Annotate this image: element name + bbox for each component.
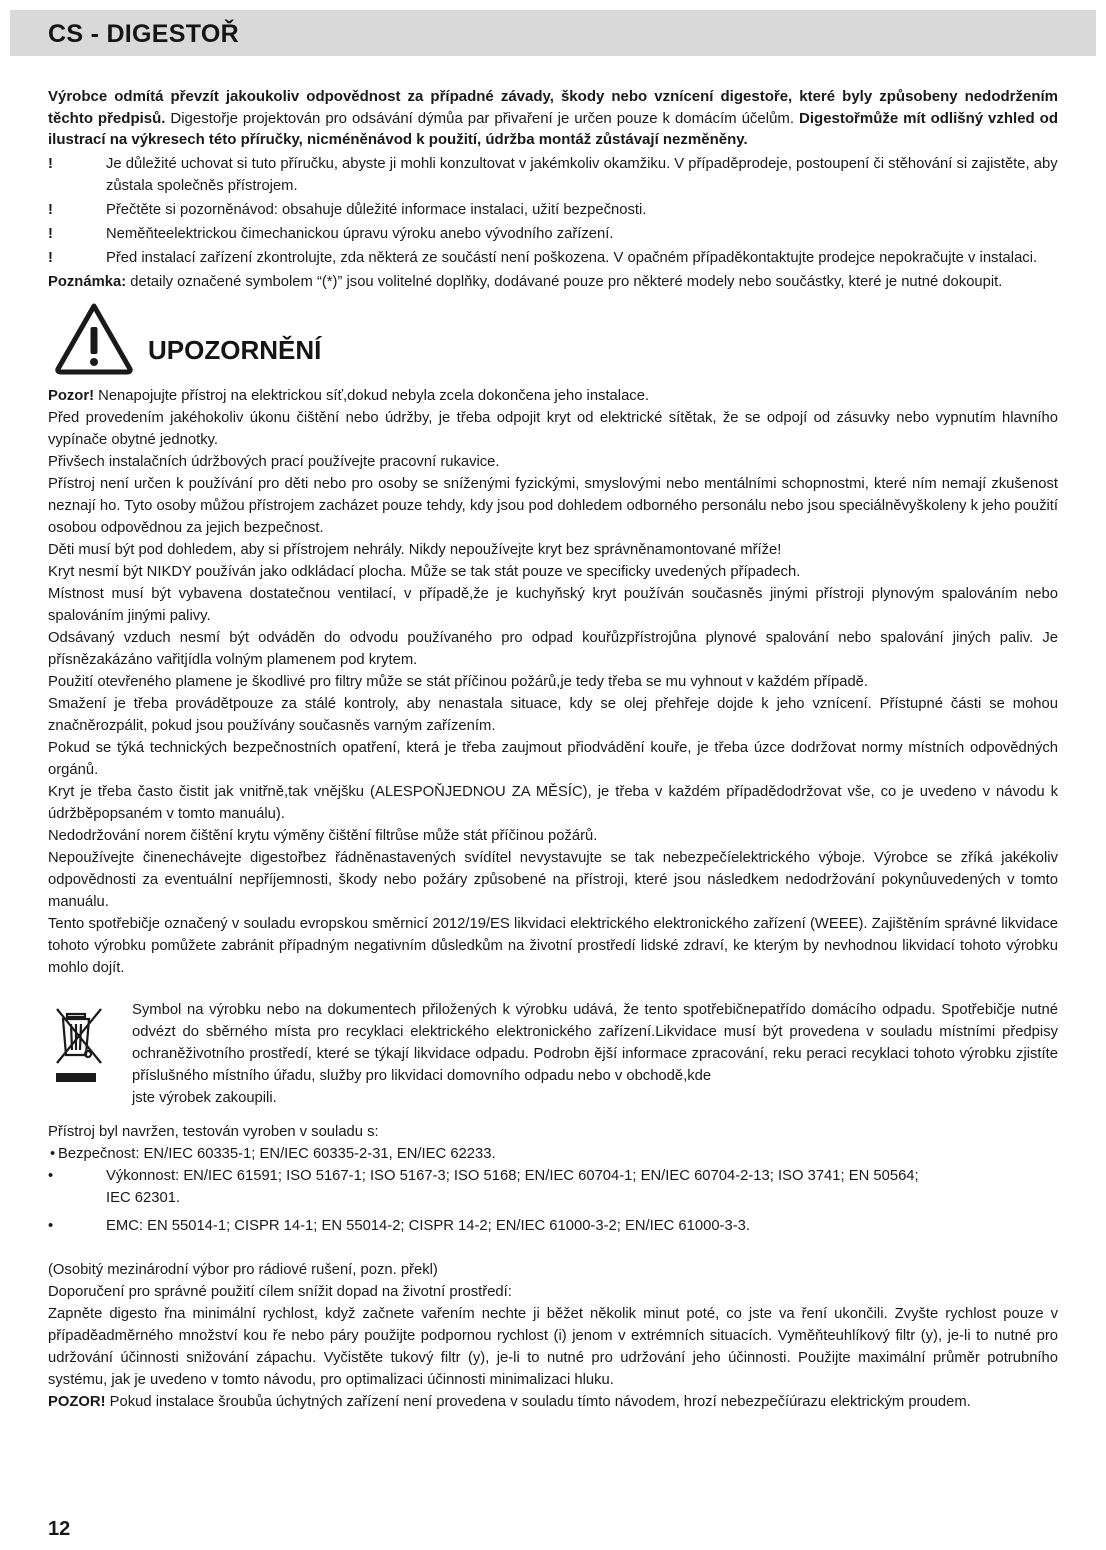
intro-normal: Digestořje projektován pro odsávání dýmůa par přivaření je určen pouze k domácím účelům. <box>165 109 795 127</box>
weee-crossed-bin-icon <box>54 1005 106 1085</box>
warning-pozor <box>48 385 1058 407</box>
warning-paragraph: Smažení je třeba provádětpouze za stálé kontroly, aby nenastala situace, kdy se olej přehřeje dojde k jeho vznícení. Přístupné části se mohou značněrozpálit, pokud jsou používány současněs varným zařízením. <box>48 695 1058 734</box>
pozor-text: Pokud instalace šroubůa úchytných zařízení není provedena v souladu tímto návodem, hrozí nebezpečíúrazu elektrickým proudem. <box>105 1393 971 1410</box>
weee-text-tail: jste výrobek zakoupili. <box>132 1089 277 1106</box>
exclamation-icon: ! <box>48 155 53 172</box>
warning-paragraph: Tento spotřebičje označený v souladu evropskou směrnicí 2012/19/ES likvidaci elektrického elektronického zařízení (WEEE). Zajištěním správné likvidace tohoto výrobku pomůžete zabránit případným negativním důsledkům na životní prostředí lidské zdraví, ke kterým by nevhodnou likvidací tohoto výrobku mohlo dojít. <box>48 915 1058 976</box>
compliance-item <box>48 1165 1058 1209</box>
note-label: Poznámka: <box>48 273 127 290</box>
env-pozor <box>48 1391 1058 1413</box>
compliance-text: EMC: EN 55014-1; CISPR 14-1; EN 55014-2; CISPR 14-2; EN/IEC 61000-3-2; EN/IEC 61000-3-3. <box>106 1217 750 1234</box>
note-item <box>48 247 1058 269</box>
warning-paragraph: Kryt nesmí být NIKDY používán jako odkládací plocha. Může se tak stát pouze ve specificky uvedených případech. <box>48 563 801 580</box>
warning-triangle-icon <box>54 301 134 375</box>
bullet-icon: • <box>48 1217 54 1234</box>
warning-paragraph: Přivšech instalačních údržbových prací používejte pracovní rukavice. <box>48 453 500 470</box>
warning-paragraph: Nedodržování norem čištění krytu výměny čištění filtrůse může stát příčinou požárů. <box>48 827 598 844</box>
compliance-intro: Přístroj byl navržen, testován vyroben v souladu s: <box>48 1123 379 1140</box>
intro-bold-1: Výrobce odmítá převzít jakoukoliv odpovědnost za případné závady, škody nebo vznícení digestoře, které byly způsobeny nedodržením těchto předpisů. <box>48 88 1058 127</box>
env-paragraph: Zapněte digesto řna minimální rychlost, když začnete vařením nechte ji běžet několik minut poté, co jste va ření ukončili. Zvyšte rychlost pouze v případěadměrného množství kou ře nebo páry použijte podpornou rychlost (i) jenom v extrémních situacích. Vyměňteuhlíkový filtr (y), je-li to nutné pro udržování účinnosti snižování zápachu. Vyčistěte tukový filtr (y), je-li to nutné pro udržování jeho účinnosti. Použijte maximální průměr potrubního systému, jak je uvedeno v tomto návodu, pro optimalizaci účinnosti minimalizaci hluku. <box>48 1305 1058 1388</box>
exclamation-icon: ! <box>48 201 53 218</box>
pozor-text: Nenapojujte přístroj na elektrickou síť,dokud nebyla zcela dokončena jeho instalace. <box>94 387 650 404</box>
note-item <box>48 153 1058 197</box>
note-text: Před instalací zařízení zkontrolujte, zda některá ze součástí není poškozena. V opačném případěkontaktujte prodejce nepokračujte v instalaci. <box>106 249 1038 266</box>
weee-section <box>48 999 1058 1109</box>
pozor-label: Pozor! <box>48 387 95 404</box>
warning-paragraph: Použití otevřeného plamene je škodlivé pro filtry může se stát příčinou požárů,je tedy třeba se mu vyhnout v každém případě. <box>48 673 869 690</box>
warning-heading <box>48 301 1058 385</box>
compliance-item <box>48 1215 1058 1237</box>
note-item <box>48 199 1058 221</box>
env-note: (Osobitý mezinárodní výbor pro rádiové rušení, pozn. překl) <box>48 1261 438 1278</box>
compliance-item <box>48 1143 1058 1165</box>
warning-paragraph: Nepoužívejte činenechávejte digestořbez řádněnastavených svídítel nevystavujte se tak nebezpečíelektrického výboje. Výrobce se zříká jakékoliv odpovědnosti za eventuální nepříjemnosti, škody nebo požáry způsobené na přístroji, které jsou následkem nedodržování pokynůuvedených v tomto manuálu. <box>48 849 1058 910</box>
exclamation-icon: ! <box>48 225 53 242</box>
note-item <box>48 223 1058 245</box>
bullet-icon: • <box>50 1145 56 1162</box>
note-text: Neměňteelektrickou čimechanickou úpravu výroku anebo vývodního zařízení. <box>106 225 614 242</box>
compliance-text: Výkonnost: EN/IEC 61591; ISO 5167-1; ISO 5167-3; ISO 5168; EN/IEC 60704-1; EN/IEC 60704-2-13; ISO 3741; EN 50564; IEC 62301. <box>106 1167 919 1206</box>
note-paragraph <box>48 271 1058 293</box>
warning-paragraph: Děti musí být pod dohledem, aby si přístrojem nehrály. Nikdy nepoužívejte kryt bez správněnamontované mříže! <box>48 541 782 558</box>
warning-paragraph: Přístroj není určen k používání pro děti nebo pro osoby se sníženými fyzickými, smyslovými nebo mentálními schopnostmi, které ním nemají zkušenost neznají ho. Tyto osoby můžou přístrojem zacházet pouze tehdy, kdy jsou pod dohledem odborného personálu nebo jsou speciálněvyškoleny k jeho použití osobou odpovědnou za jejich bezpečnost. <box>48 475 1058 536</box>
bullet-icon: • <box>48 1167 54 1184</box>
compliance-text: Bezpečnost: EN/IEC 60335-1; EN/IEC 60335-2-31, EN/IEC 62233. <box>58 1145 496 1162</box>
page-number: 12 <box>48 1518 71 1540</box>
exclamation-icon: ! <box>48 249 53 266</box>
document-body <box>48 86 1058 1413</box>
weee-text: Symbol na výrobku nebo na dokumentech přiložených k výrobku udává, že tento spotřebičnepatřído domácího odpadu. Spotřebičje nutné odvézt do sběrného místa pro recyklaci elektrického elektronického zařízení.Likvidace musí být provedena v souladu místními předpisy ochraněživotního prostředí, které se týkají likvidace odpadu. Podrobn ější informace zpracování, reku peraci recyklaci tohoto výrobku zjistíte příslušného místního úřadu, služby pro likvidaci domovního odpadu nebo v obchodě,kde <box>132 1001 1058 1084</box>
intro-paragraph <box>48 86 1058 151</box>
intro-bold-2: Digestořmůže mít odlišný vzhled od ilustrací na výkresech této příručky, nicméněnávod k použití, údržba montáž zůstávají nezměněny. <box>48 109 1058 148</box>
pozor-label: POZOR! <box>48 1393 106 1410</box>
warning-paragraph: Pokud se týká technických bezpečnostních opatření, která je třeba zaujmout přiodvádění kouře, je třeba úzce dodržovat normy místních odpovědných orgánů. <box>48 739 1058 778</box>
warning-paragraph: Kryt je třeba často čistit jak vnitřně,tak vnějšku (ALESPOŇJEDNOU ZA MĚSÍC), je třeba v každém případědodržovat vše, co je uvedeno v návodu k údržběpopsaném v tomto manuálu). <box>48 783 1058 822</box>
note-text: Přečtěte si pozorněnávod: obsahuje důležité informace instalaci, užití bezpečnosti. <box>106 201 647 218</box>
env-heading: Doporučení pro správné použití cílem snížit dopad na životní prostředí: <box>48 1283 512 1300</box>
warning-title: UPOZORNĚNÍ <box>148 334 322 365</box>
page-title: CS - DIGESTOŘ <box>48 20 239 48</box>
note-text: Je důležité uchovat si tuto příručku, abyste ji mohli konzultovat v jakémkoliv okamžiku. V případěprodeje, postoupení či stěhování si zajistěte, aby zůstala společněs přístrojem. <box>106 155 1058 194</box>
warning-paragraph: Místnost musí být vybavena dostatečnou ventilací, v případě,že je kuchyňský kryt používán současněs jinými přístroji plynovým spalováním nebo spalováním jinými palivy. <box>48 585 1058 624</box>
section-header <box>10 10 1096 56</box>
note-body: detaily označené symbolem “(*)” jsou volitelné doplňky, dodávané pouze pro některé modely nebo součástky, které je nutné dokoupit. <box>126 273 1003 290</box>
warning-paragraph: Před provedením jakéhokoliv úkonu čištění nebo údržby, je třeba odpojit kryt od elektrické sítětak, že se odpojí od zásuvky nebo vypnutím hlavního vypínače obytné jednotky. <box>48 409 1058 448</box>
warning-paragraph: Odsávaný vzduch nesmí být odváděn do odvodu používaného pro odpad kouřůzpřístrojůna plynové spalování nebo spalování jiných paliv. Je přísnězakázáno vařitjídla volným plamenem pod krytem. <box>48 629 1058 668</box>
